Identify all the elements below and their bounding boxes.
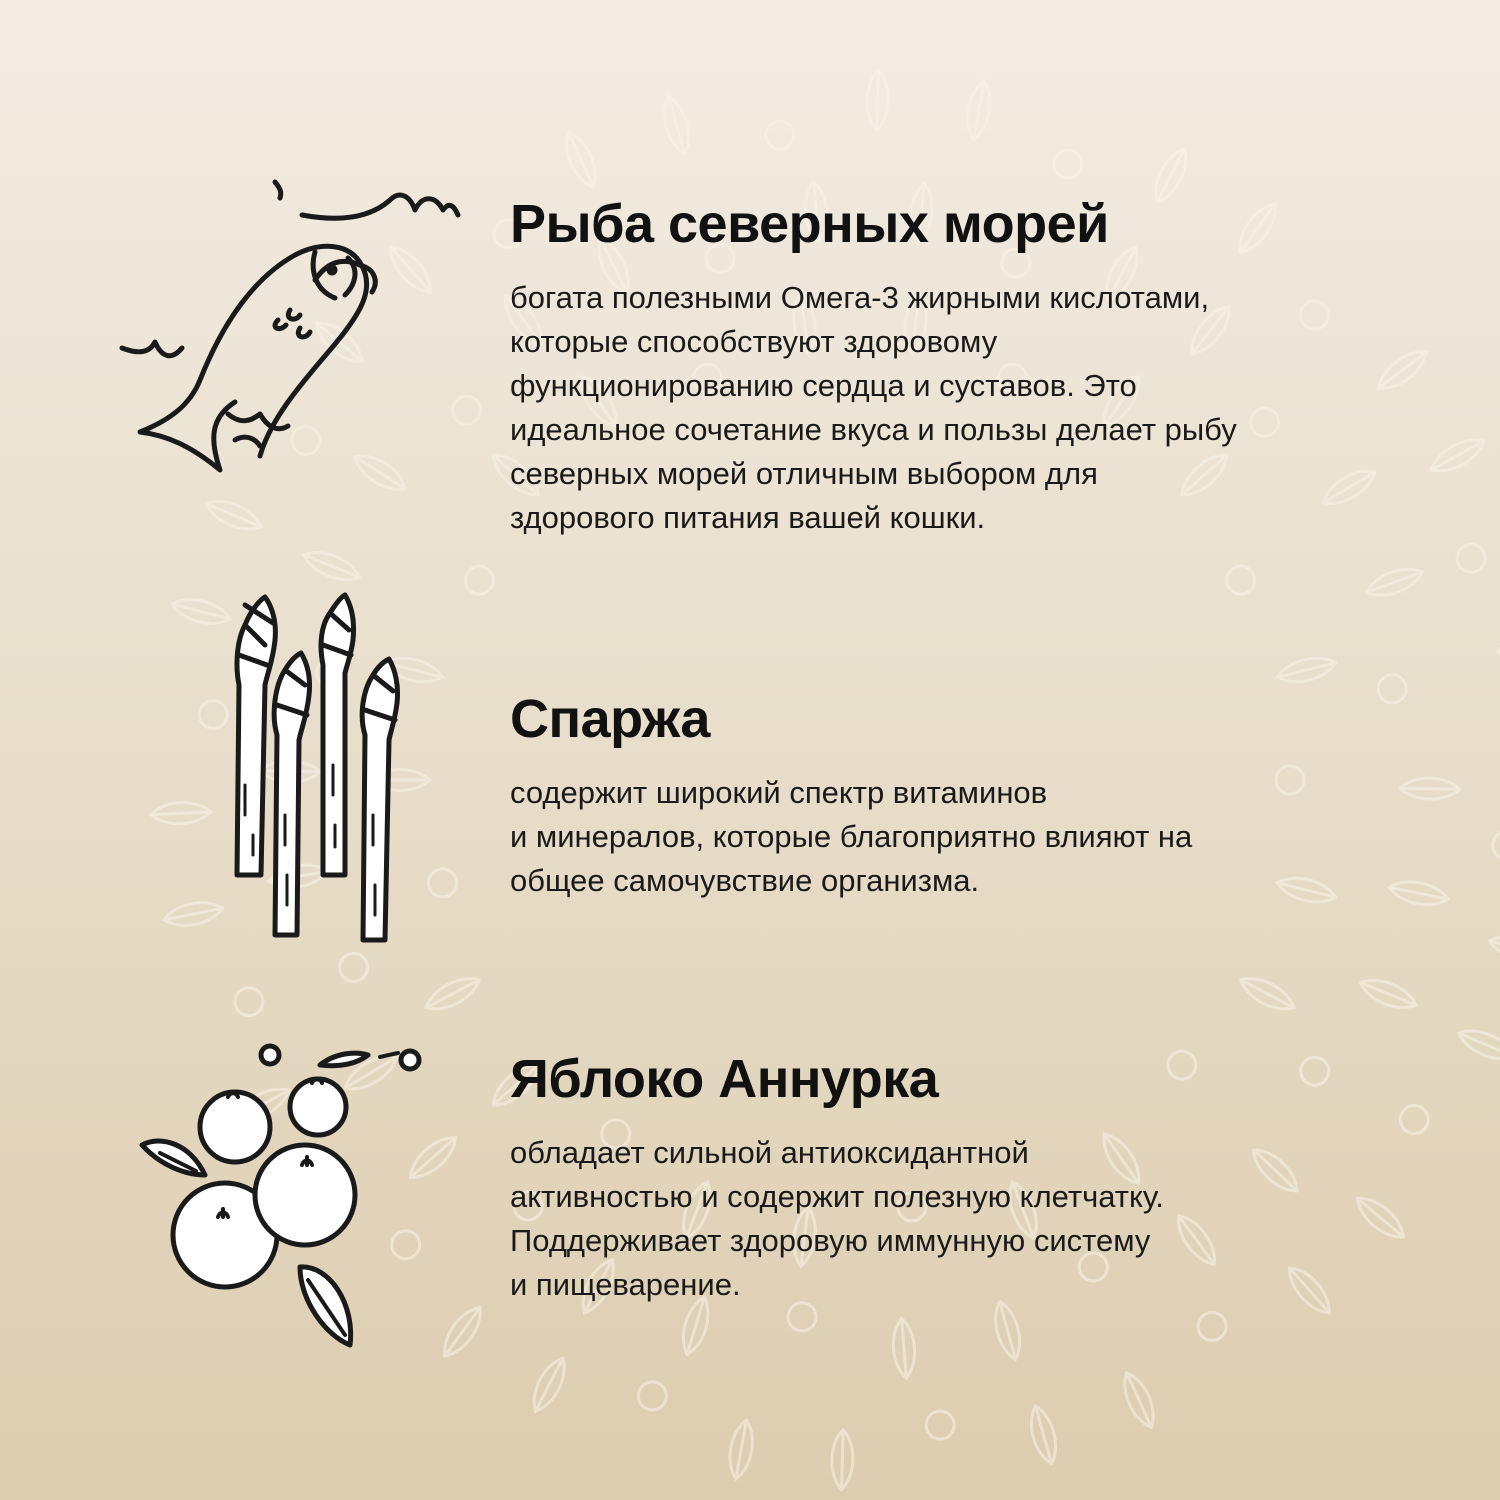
section-text-line: обладает сильной антиоксидантной [510,1135,1029,1171]
asparagus-icon [215,585,425,955]
section-text-line: и пищеварение. [510,1267,741,1303]
section-asparagus [510,690,1390,903]
section-title: Спаржа [510,689,710,749]
section-apple [510,1050,1390,1307]
section-text-line: здорового питания вашей кошки. [510,500,986,536]
section-text-line: которые способствуют здоровому [510,324,998,360]
section-text-line: активностью и содержит полезную клетчатку. [510,1179,1164,1215]
section-text-line: содержит широкий спектр витаминов [510,775,1048,811]
section-fish [510,195,1390,540]
section-text-line: и минералов, которые благоприятно влияют на [510,819,1193,855]
apple-icon [130,1035,440,1355]
section-text-line: общее самочувствие организма. [510,863,980,899]
section-text-line: богата полезными Омега-3 жирными кислотами, [510,280,1210,316]
section-title: Яблоко Аннурка [510,1049,939,1109]
section-title: Рыба северных морей [510,194,1109,254]
section-text-line: функционированию сердца и суставов. Это [510,368,1137,404]
section-text-line: северных морей отличным выбором для [510,456,1098,492]
section-text-line: идеальное сочетание вкуса и пользы делает рыбу [510,412,1237,448]
fish-icon [110,170,470,490]
section-text-line: Поддерживает здоровую иммунную систему [510,1223,1151,1259]
